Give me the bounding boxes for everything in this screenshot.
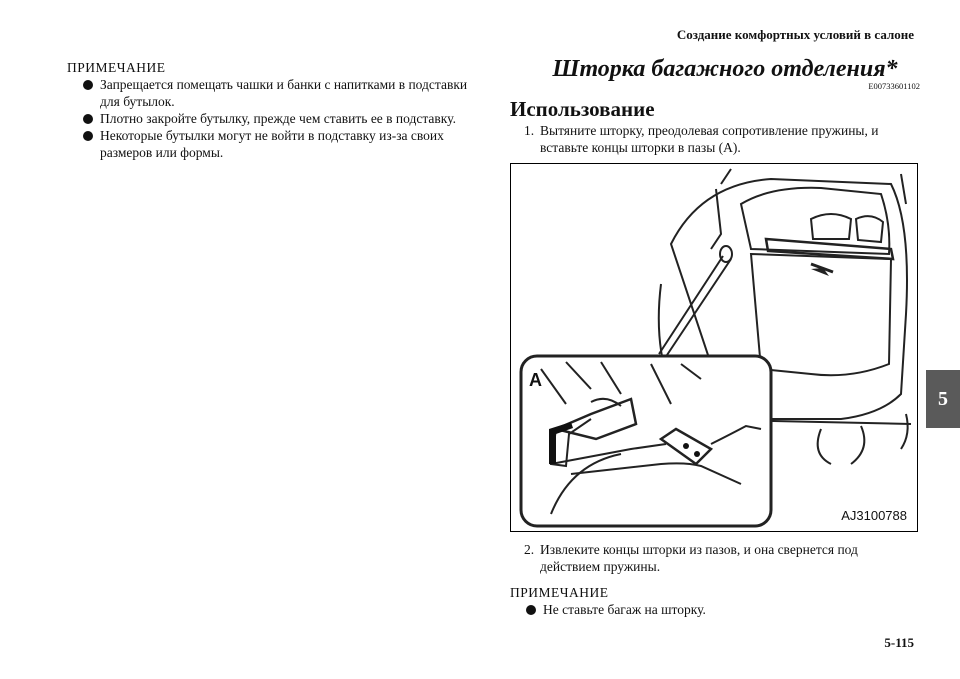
list-item: Некоторые бутылки могут не войти в подставку из-за своих размеров или формы.: [67, 127, 487, 161]
running-header: Создание комфортных условий в салоне: [676, 27, 914, 42]
list-item: Не ставьте багаж на шторку.: [510, 601, 920, 618]
step-list: [510, 122, 920, 156]
right-column: [510, 56, 920, 156]
section-title: Шторка багажного отделения*: [552, 56, 898, 82]
bullet-icon: [83, 80, 93, 90]
section-code: E00733601102: [868, 81, 920, 91]
note-list: [67, 76, 487, 161]
cargo-cover-illustration: [510, 163, 918, 532]
note-title: ПРИМЕЧАНИЕ: [510, 585, 609, 600]
subsection-title: Использование: [510, 97, 655, 121]
note-title: ПРИМЕЧАНИЕ: [67, 60, 166, 75]
left-column: [67, 60, 487, 161]
figure-callout-label: A: [529, 370, 542, 390]
bullet-icon: [526, 605, 536, 615]
list-item: Запрещается помещать чашки и банки с напитками в подставки для бутылок.: [67, 76, 487, 110]
right-note: [510, 585, 920, 618]
page-number: 5-115: [884, 635, 914, 650]
step-item: 2. Извлеките концы шторки из пазов, и она свернется под действием пружины.: [524, 542, 858, 574]
list-item: Плотно закройте бутылку, прежде чем ставить ее в подставку.: [67, 110, 487, 127]
bullet-icon: [83, 131, 93, 141]
step-2-block: [510, 541, 920, 575]
illustration-drawing: [511, 164, 918, 532]
note-list: [510, 601, 920, 618]
figure-id: AJ3100788: [841, 508, 907, 523]
step-item: 1. Вытяните шторку, преодолевая сопротивление пружины, и вставьте концы шторки в пазы (A).: [524, 123, 879, 155]
chapter-tab: 5: [926, 370, 960, 428]
step-list: [510, 541, 920, 575]
bullet-icon: [83, 114, 93, 124]
